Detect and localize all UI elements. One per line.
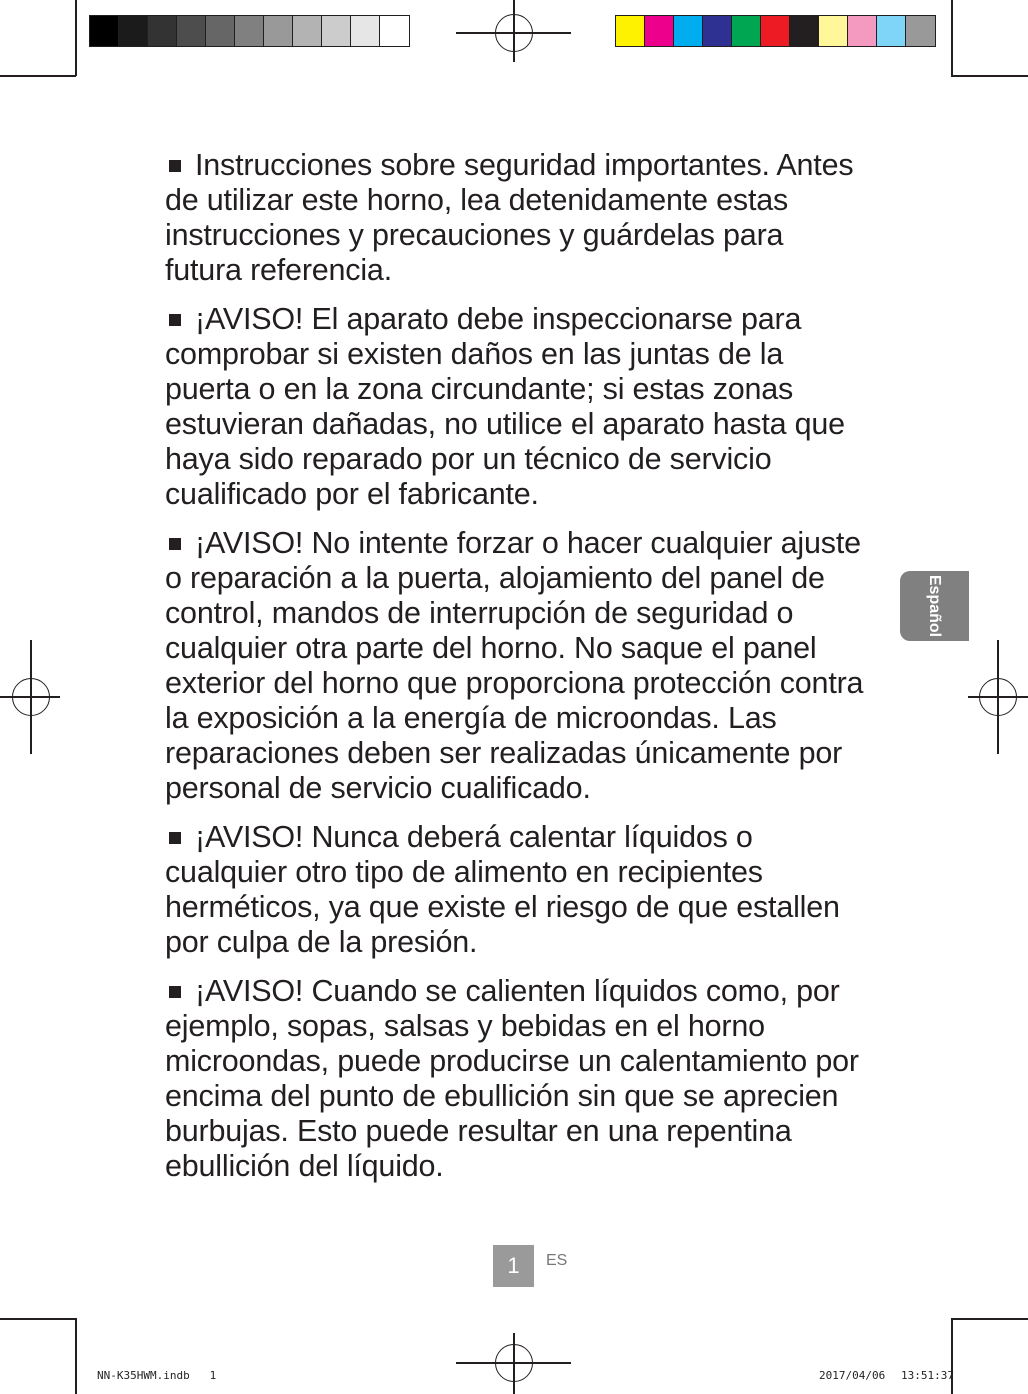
square-bullet-icon [169, 160, 181, 172]
color-swatch [645, 16, 674, 46]
crop-mark [0, 75, 76, 77]
gray-swatch [177, 16, 206, 46]
color-swatch [674, 16, 703, 46]
crop-mark [951, 0, 953, 76]
page-number: 1 [493, 1245, 534, 1287]
warning-paragraph: ¡AVISO! Cuando se calienten líquidos como, por ejemplo, sopas, salsas y bebidas en el horno microondas, puede producirse un calentamiento por encima del punto de ebullición sin que se aprecien burbujas. Esto puede resultar en una repentina ebullición del líquido. [165, 974, 859, 1183]
warning-paragraph: ¡AVISO! No intente forzar o hacer cualquier ajuste o reparación a la puerta, alojamiento del panel de control, mandos de interrupción de seguridad o cualquier otra parte del horno. No saque el panel exterior del horno que proporciona protección contra la exposición a la energía de microondas. Las reparaciones deben ser realizadas únicamente por personal de servicio cualificado. [165, 526, 864, 805]
crop-mark [0, 1318, 76, 1320]
gray-swatch [264, 16, 293, 46]
color-swatch [906, 16, 935, 46]
crop-mark [75, 1318, 77, 1394]
gray-swatch [148, 16, 177, 46]
color-swatch [819, 16, 848, 46]
gray-swatch [351, 16, 380, 46]
gray-swatch [90, 16, 119, 46]
color-swatch [732, 16, 761, 46]
grayscale-swatch-bar [89, 15, 410, 47]
warning-paragraph: ¡AVISO! Nunca deberá calentar líquidos o cualquier otro tipo de alimento en recipientes herméticos, ya que existe el riesgo de que estallen por culpa de la presión. [165, 820, 840, 959]
color-swatch [848, 16, 877, 46]
gray-swatch [293, 16, 322, 46]
gray-swatch [119, 16, 148, 46]
crop-mark [951, 1318, 1028, 1320]
square-bullet-icon [169, 986, 181, 998]
color-swatch [616, 16, 645, 46]
color-swatch [877, 16, 906, 46]
language-tab [900, 571, 969, 641]
slug-date: 2017/04/06 [819, 1369, 886, 1382]
warning-paragraph: ¡AVISO! El aparato debe inspeccionarse para comprobar si existen daños en las juntas de la puerta o en la zona circundante; si estas zonas estuvieran dañadas, no utilice el aparato hasta que haya sido reparado por un técnico de servicio cualificado por el fabricante. [165, 302, 845, 511]
gray-swatch [322, 16, 351, 46]
slug-time: 13:51:37 [901, 1369, 954, 1382]
language-tab-label: Español [926, 574, 944, 638]
color-swatch [761, 16, 790, 46]
color-swatch [790, 16, 819, 46]
page-language-code: ES [546, 1252, 568, 1269]
crop-mark [951, 1318, 953, 1394]
crop-mark [951, 75, 1028, 77]
square-bullet-icon [169, 538, 181, 550]
square-bullet-icon [169, 832, 181, 844]
gray-swatch [235, 16, 264, 46]
slug-filename: NN-K35HWM.indb 1 [97, 1369, 217, 1382]
color-swatch [703, 16, 732, 46]
square-bullet-icon [169, 314, 181, 326]
crop-mark [75, 0, 77, 76]
gray-swatch [206, 16, 235, 46]
safety-instructions [165, 148, 865, 1198]
gray-swatch [380, 16, 409, 46]
color-swatch-bar [615, 15, 936, 47]
safety-paragraph: Instrucciones sobre seguridad importantes. Antes de utilizar este horno, lea detenidamente estas instrucciones y precauciones y guárdelas para futura referencia. [165, 148, 854, 287]
